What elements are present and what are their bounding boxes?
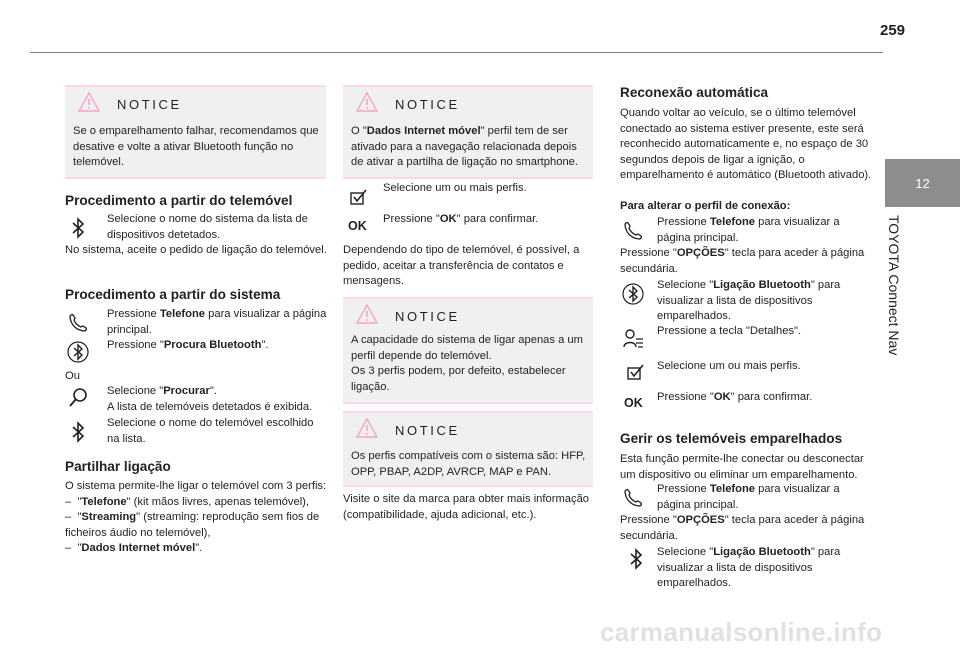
- bluetooth-search-icon: [66, 340, 90, 364]
- notice-box: [343, 411, 593, 487]
- step-select-procurar: Selecione "Procurar". A lista de telemóveis detetados é exibida.: [107, 385, 313, 413]
- notice-line: A capacidade do sistema de ligar apenas a um perfil depende do telemóvel.: [351, 334, 583, 362]
- search-icon: [66, 386, 90, 410]
- profile-checkbox-icon: [623, 360, 647, 384]
- paragraph-opcoes: Pressione "OPÇÕES" tecla para aceder à página secundária.: [620, 247, 865, 275]
- bluetooth-icon: [66, 420, 90, 444]
- paragraph-manage: Esta função permite-lhe conectar ou desconectar um dispositivo ou eliminar um emparelhamento.: [620, 453, 864, 481]
- notice-box: [343, 297, 593, 404]
- share-connection-text: [65, 479, 331, 557]
- notice-title: NOTICE: [395, 423, 460, 438]
- step-press-ok: Pressione "OK" para confirmar.: [657, 391, 813, 403]
- paragraph-opcoes: Pressione "OPÇÕES" tecla para aceder à página secundária.: [620, 514, 865, 542]
- step-select-system: Selecione o nome do sistema da lista de dispositivos detetados.: [107, 213, 308, 241]
- bluetooth-icon: [624, 547, 648, 571]
- header-rule: [30, 52, 883, 53]
- heading-system-procedure: Procedimento a partir do sistema: [65, 287, 281, 302]
- step-select-profiles: Selecione um ou mais perfis.: [383, 182, 527, 194]
- notice-title: NOTICE: [117, 97, 182, 112]
- step-select-ligacao: Selecione "Ligação Bluetooth" para visualizar a lista de dispositivos emparelhados.: [657, 546, 841, 590]
- step-select-ligacao: Selecione "Ligação Bluetooth" para visualizar a lista de dispositivos emparelhados.: [657, 279, 841, 323]
- step-press-telefone: Pressione Telefone para visualizar a página principal.: [657, 216, 840, 244]
- notice-title: NOTICE: [395, 309, 460, 324]
- phone-icon: [66, 311, 90, 335]
- step-select-phone: Selecione o nome do telemóvel escolhido na lista.: [107, 417, 314, 445]
- warning-icon: [356, 304, 378, 324]
- notice-text: Os perfis compatíveis com o sistema são: HFP, OPP, PBAP, A2DP, AVRCP, MAP e PAN.: [351, 450, 586, 478]
- notice-box: [65, 85, 326, 179]
- watermark: carmanualsonline.info: [600, 617, 883, 647]
- details-icon: [621, 327, 645, 351]
- ou-label: Ou: [65, 370, 80, 382]
- paragraph-accept: No sistema, aceite o pedido de ligação do telemóvel.: [65, 244, 327, 256]
- phone-icon: [621, 486, 645, 510]
- step-press-procura: Pressione "Procura Bluetooth".: [107, 339, 269, 351]
- warning-icon: [356, 92, 378, 112]
- chapter-tab[interactable]: [885, 159, 960, 207]
- heading-share-connection: Partilhar ligação: [65, 459, 171, 474]
- heading-manage-phones: Gerir os telemóveis emparelhados: [620, 431, 843, 446]
- share-intro: O sistema permite-lhe ligar o telemóvel com 3 perfis:: [65, 480, 327, 492]
- profile-item: – "Streaming" (streaming: reprodução sem fios de ficheiros áudio no telemóvel),: [65, 511, 320, 539]
- paragraph-visit-site: Visite o site da marca para obter mais informação (compatibilidade, ajuda adicional, etc.).: [343, 493, 590, 521]
- page-number: 259: [880, 22, 906, 39]
- step-press-telefone: Pressione Telefone para visualizar a página principal.: [657, 483, 840, 511]
- notice-text: Se o emparelhamento falhar, recomendamos que desative e volte a ativar Bluetooth função no telemóvel.: [73, 125, 319, 169]
- bluetooth-search-icon: [621, 282, 645, 306]
- heading-auto-reconnect: Reconexão automática: [620, 85, 769, 100]
- warning-icon: [356, 418, 378, 438]
- notice-line: Os 3 perfis podem, por defeito, estabelecer ligação.: [351, 365, 566, 393]
- notice-box: [343, 85, 593, 179]
- paragraph-transfer: Dependendo do tipo de telemóvel, é possível, a pedido, aceitar a transferência de contatos e mensagens.: [343, 244, 580, 288]
- profile-item: – "Dados Internet móvel".: [65, 542, 203, 555]
- heading-phone-procedure: Procedimento a partir do telemóvel: [65, 193, 293, 208]
- notice-text: [351, 333, 587, 395]
- chapter-side-title: [880, 215, 908, 380]
- step-press-detalhes: Pressione a tecla "Detalhes".: [657, 325, 802, 337]
- notice-title: NOTICE: [395, 97, 460, 112]
- notice-text: O "Dados Internet móvel" perfil tem de ser ativado para a navegação relacionada depois de ativar a partilha de ligação no smartphone.: [351, 125, 579, 169]
- ok-icon: OK: [348, 219, 367, 233]
- step-select-profiles: Selecione um ou mais perfis.: [657, 360, 801, 372]
- subheading-change-profile: Para alterar o perfil de conexão:: [620, 200, 791, 212]
- profile-checkbox-icon: [346, 185, 370, 209]
- paragraph-auto-reconnect: Quando voltar ao veículo, se o último telemóvel conectado ao sistema estiver presente, este será reconhecido automaticamente e, no espaço de 30 segundos depois de ligar a ignição, o emparelhamento é automático (Bluetooth ativado).: [620, 107, 872, 182]
- chapter-title: TOYOTA Connect Nav: [886, 215, 902, 356]
- phone-icon: [621, 219, 645, 243]
- chapter-number: 12: [915, 175, 930, 191]
- step-press-telefone: Pressione Telefone para visualizar a página principal.: [107, 308, 327, 336]
- warning-icon: [78, 92, 100, 112]
- ok-icon: OK: [624, 396, 643, 410]
- step-press-ok: Pressione "OK" para confirmar.: [383, 213, 539, 225]
- bluetooth-icon: [66, 216, 90, 240]
- profile-item: – "Telefone" (kit mãos livres, apenas telemóvel),: [65, 495, 310, 508]
